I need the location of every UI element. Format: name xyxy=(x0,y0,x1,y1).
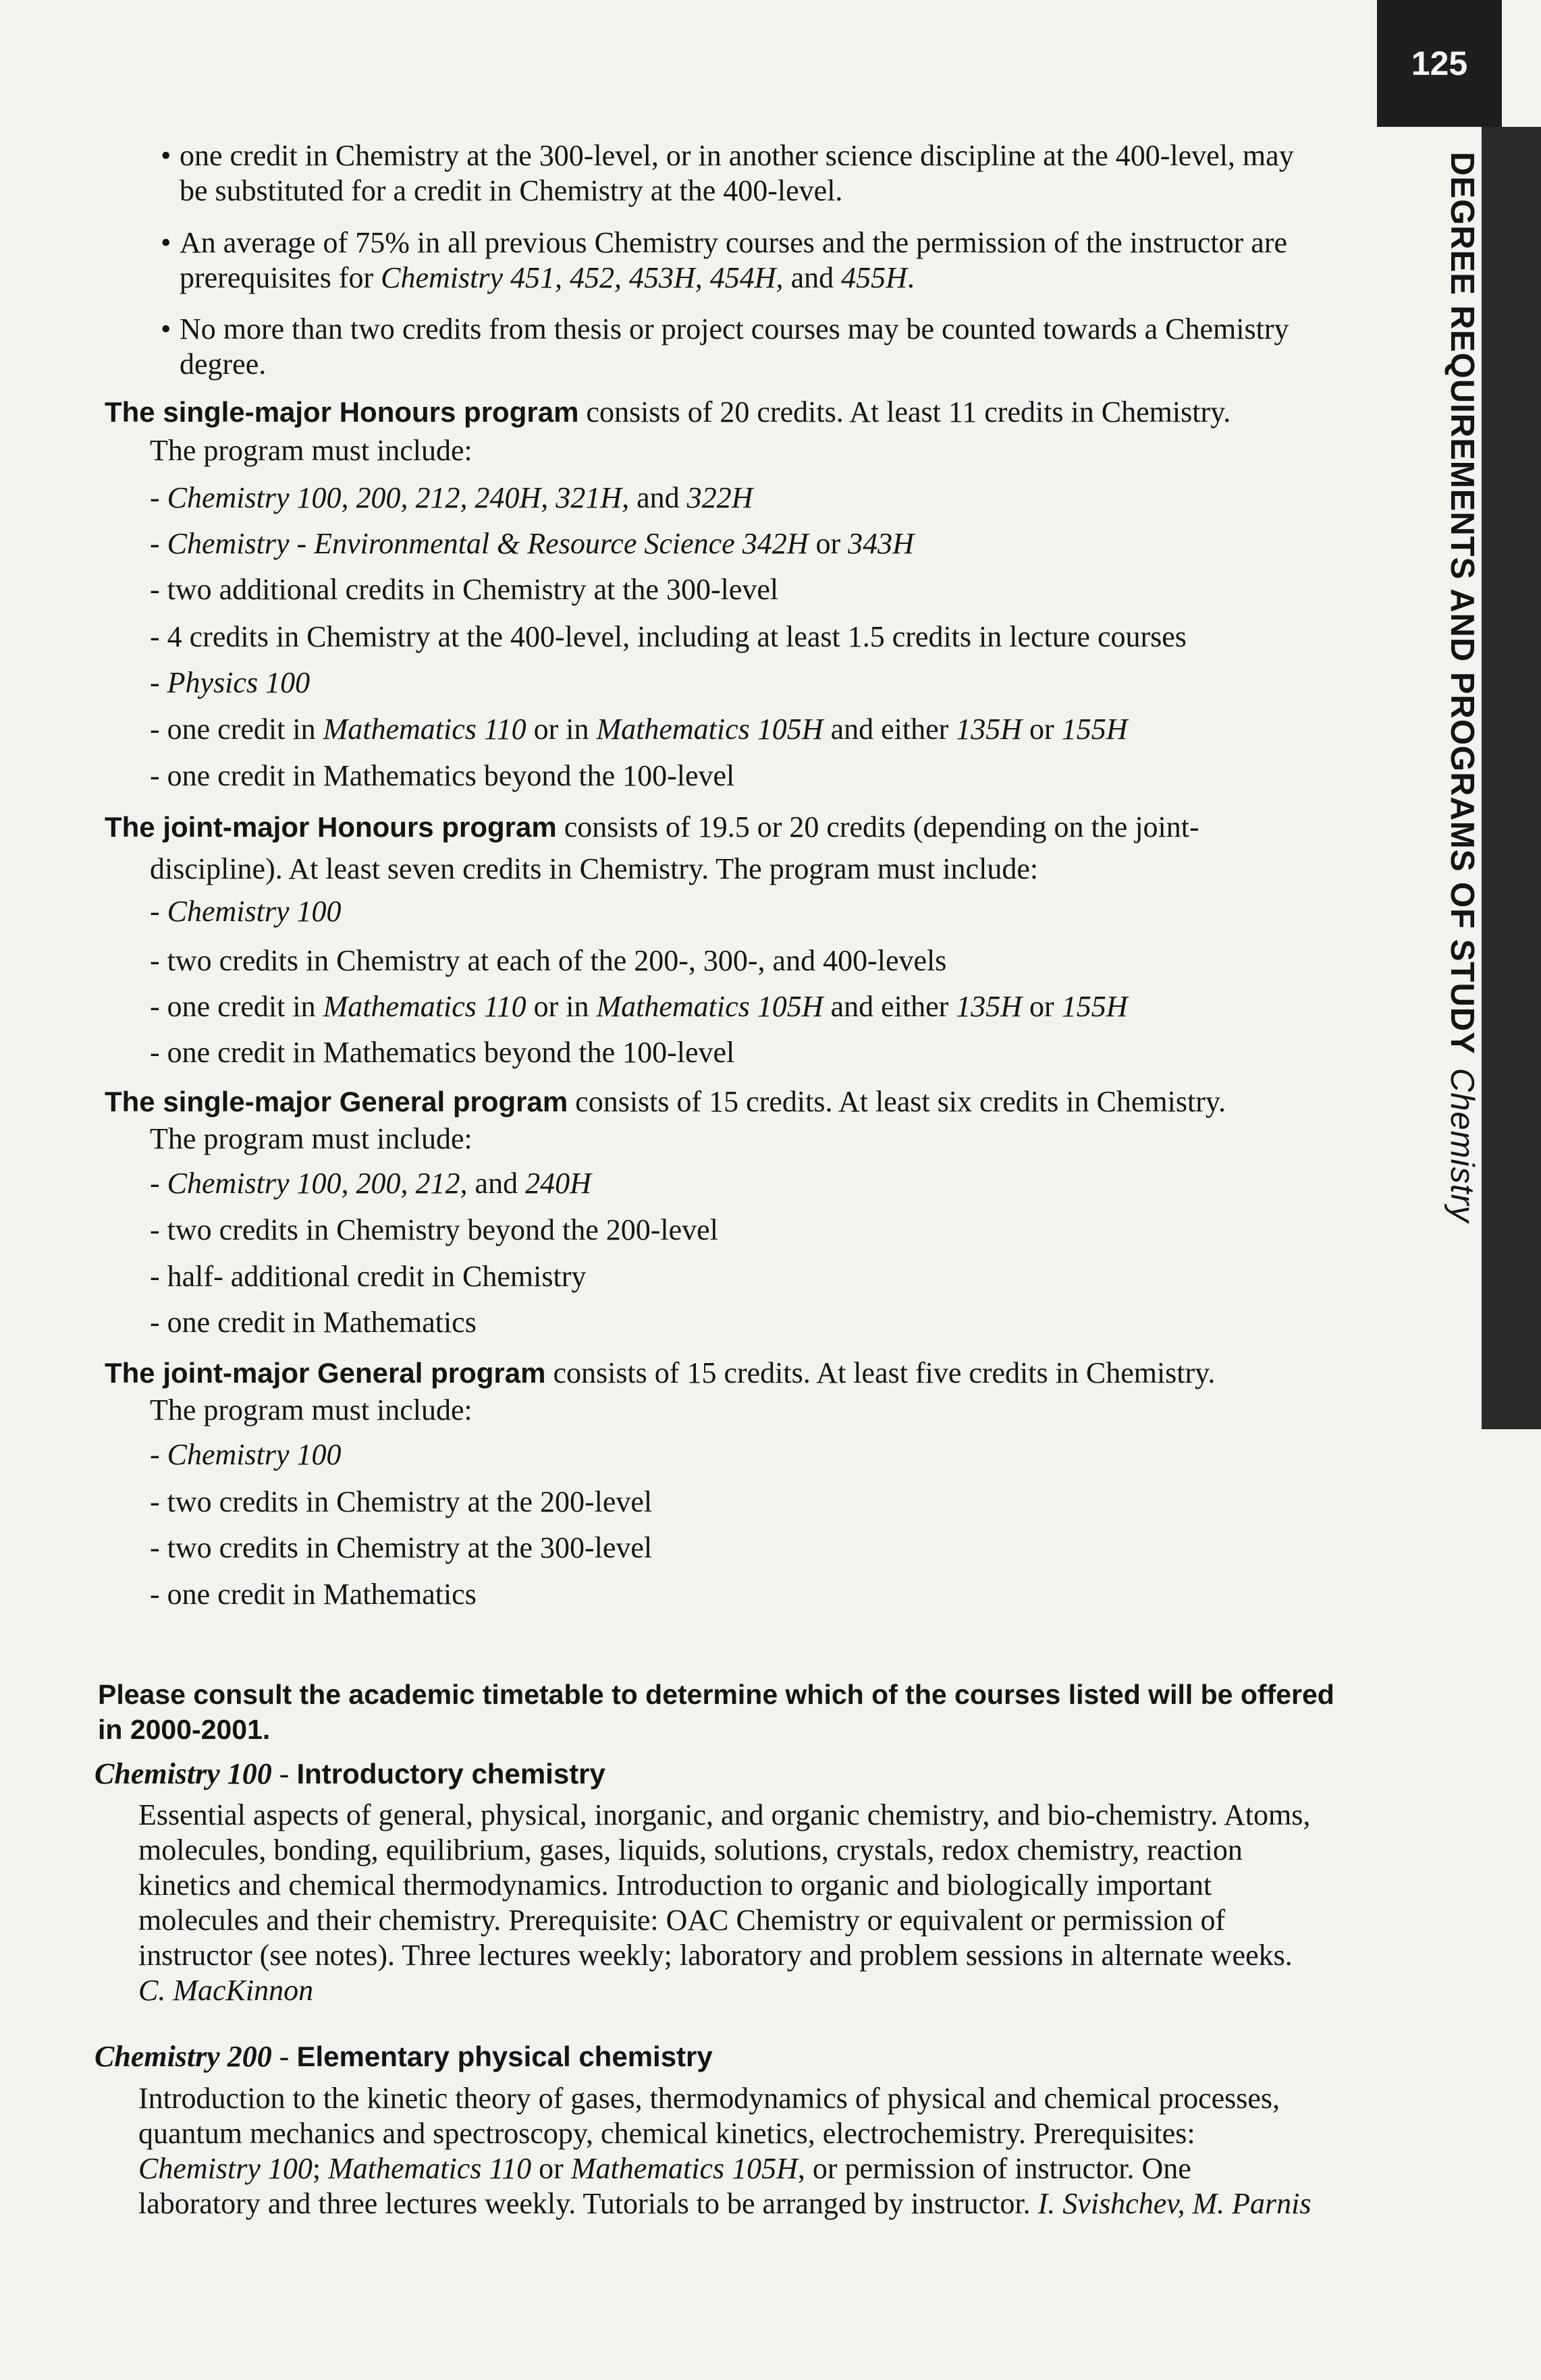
running-header-subject: Chemistry xyxy=(1444,1068,1480,1223)
requirement-item: - one credit in Mathematics beyond the 100-level xyxy=(150,759,735,792)
program-intro: discipline). At least seven credits in Chemistry. The program must include: xyxy=(150,852,1039,885)
requirement-item: - two credits in Chemistry at the 200-level xyxy=(150,1485,653,1518)
course-title: Chemistry 200 - Elementary physical chemistry xyxy=(94,2040,713,2073)
requirement-item: - one credit in Mathematics xyxy=(150,1306,477,1339)
course-title: Chemistry 100 - Introductory chemistry xyxy=(94,1757,605,1790)
program-heading: The joint-major Honours program consists of 19.5 or 20 credits (depending on the joint- xyxy=(105,810,1199,843)
course-instructor: C. MacKinnon xyxy=(138,1974,314,2007)
bullet-item: • one credit in Chemistry at the 300-level, or in another science discipline at the 400-level, may be substituted for a credit in Chemistry at the 400-level. xyxy=(161,139,1294,207)
requirement-item: - Chemistry 100, 200, 212, 240H, 321H, and 322H xyxy=(150,481,753,514)
requirement-item: - half- additional credit in Chemistry xyxy=(150,1260,587,1293)
requirement-item: - Physics 100 xyxy=(150,666,310,699)
program-heading: The single-major Honours program consists of 20 credits. At least 11 credits in Chemistry. xyxy=(105,395,1231,428)
course-description: Introduction to the kinetic theory of gases, thermodynamics of physical and chemical processes, quantum mechanics and spectroscopy, chemical kinetics, electrochemistry. Prerequisites: Chemistry 100; Mathematics 110 or Mathematics 105H, or permission of instructor. One laboratory and three lectures weekly. Tutorials to be arranged by instructor. I. Svishchev, M. Parnis xyxy=(138,2082,1312,2220)
bullet-item: • No more than two credits from thesis or project courses may be counted towards a Chemistry degree. xyxy=(161,312,1289,381)
requirement-item: - one credit in Mathematics beyond the 100-level xyxy=(150,1036,735,1069)
course-description: Essential aspects of general, physical, inorganic, and organic chemistry, and bio-chemistry. Atoms, molecules, bonding, equilibrium, gases, liquids, solutions, crystals, redox chemistry, reaction kinetics and chemical thermodynamics. Introduction to organic and biologically important molecules and their chemistry. Prerequisite: OAC Chemistry or equivalent or permission of instructor (see notes). Three lectures weekly; laboratory and problem sessions in alternate weeks. C. MacKinnon xyxy=(138,1798,1311,2007)
program-heading: The single-major General program consists of 15 credits. At least six credits in Chemistry. xyxy=(105,1085,1226,1118)
requirement-item: - one credit in Mathematics 110 or in Mathematics 105H and either 135H or 155H xyxy=(150,713,1128,746)
requirement-item: - Chemistry - Environmental & Resource Science 342H or 343H xyxy=(150,527,914,560)
requirement-item: - Chemistry 100, 200, 212, and 240H xyxy=(150,1167,591,1200)
timetable-notice: Please consult the academic timetable to determine which of the courses listed will be offered in 2000-2001. xyxy=(98,1679,1334,1745)
page-number-text: 125 xyxy=(1411,45,1468,82)
program-intro: The program must include: xyxy=(150,434,472,467)
requirement-item: - Chemistry 100 xyxy=(150,895,342,928)
program-intro: The program must include: xyxy=(150,1122,472,1155)
requirement-item: - 4 credits in Chemistry at the 400-level, including at least 1.5 credits in lecture courses xyxy=(150,620,1187,653)
running-header-section: DEGREE REQUIREMENTS AND PROGRAMS OF STUDY xyxy=(1444,152,1480,1055)
requirement-item: - two credits in Chemistry at the 300-level xyxy=(150,1531,653,1564)
requirement-item: - one credit in Mathematics xyxy=(150,1578,477,1611)
running-header xyxy=(1443,152,1481,1223)
margin-thumb-bar xyxy=(1482,127,1541,1429)
requirement-item: - one credit in Mathematics 110 or in Mathematics 105H and either 135H or 155H xyxy=(150,990,1128,1023)
requirement-item: - two credits in Chemistry beyond the 200-level xyxy=(150,1213,718,1246)
requirement-item: - Chemistry 100 xyxy=(150,1438,342,1471)
course-instructor: I. Svishchev, M. Parnis xyxy=(1037,2187,1312,2220)
requirement-item: - two additional credits in Chemistry at the 300-level xyxy=(150,573,779,606)
bullet-item: • An average of 75% in all previous Chemistry courses and the permission of the instructor are prerequisites for Chemistry 451, 452, 453H, 454H, and 455H. xyxy=(161,226,1287,294)
program-intro: The program must include: xyxy=(150,1393,472,1427)
program-heading: The joint-major General program consists of 15 credits. At least five credits in Chemistry. xyxy=(105,1356,1216,1389)
requirement-item: - two credits in Chemistry at each of the 200-, 300-, and 400-levels xyxy=(150,944,947,977)
page-number xyxy=(1377,0,1502,127)
